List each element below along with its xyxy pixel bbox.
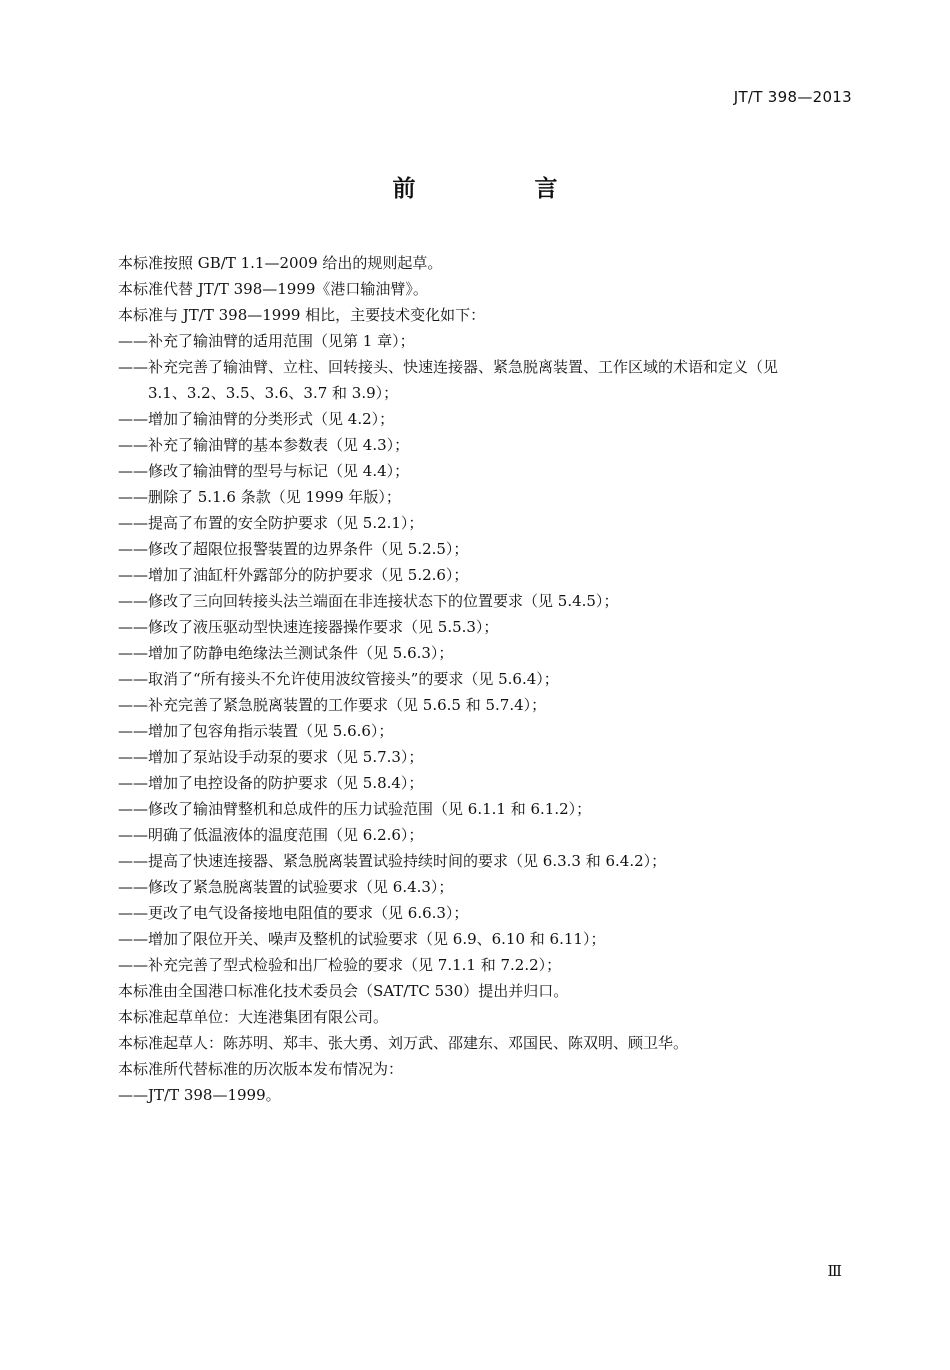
page-title: 前 言 xyxy=(392,176,606,202)
change-item: ——增加了包容角指示装置（见 5.6.6）； xyxy=(118,722,394,740)
change-item: ——修改了液压驱动型快速连接器操作要求（见 5.5.3）； xyxy=(118,618,499,636)
change-item: ——删除了 5.1.6 条款（见 1999 年版）； xyxy=(118,488,401,506)
page-number: Ⅲ xyxy=(827,1262,842,1280)
change-item: ——取消了“所有接头不允许使用波纹管接头”的要求（见 5.6.4）； xyxy=(118,670,559,688)
document-code: JT/T 398—2013 xyxy=(733,88,852,106)
change-item: ——修改了紧急脱离装置的试验要求（见 6.4.3）； xyxy=(118,878,454,896)
intro-line: 本标准按照 GB/T 1.1—2009 给出的规则起草。 xyxy=(118,254,443,272)
change-item: ——增加了电控设备的防护要求（见 5.8.4）； xyxy=(118,774,424,792)
change-item: ——补充完善了输油臂、立柱、回转接头、快速连接器、紧急脱离装置、工作区域的术语和定义（见 xyxy=(118,358,779,376)
change-item: ——提高了快速连接器、紧急脱离装置试验持续时间的要求（见 6.3.3 和 6.4.2）； xyxy=(118,852,667,870)
change-item: ——增加了防静电绝缘法兰测试条件（见 5.6.3）； xyxy=(118,644,454,662)
change-item: ——修改了输油臂整机和总成件的压力试验范围（见 6.1.1 和 6.1.2）； xyxy=(118,800,592,818)
change-item-continuation: 3.1、3.2、3.5、3.6、3.7 和 3.9）； xyxy=(148,384,399,402)
change-item: ——明确了低温液体的温度范围（见 6.2.6）； xyxy=(118,826,424,844)
change-item: ——补充了输油臂的适用范围（见第 1 章）； xyxy=(118,332,415,350)
change-item: ——修改了三向回转接头法兰端面在非连接状态下的位置要求（见 5.4.5）； xyxy=(118,592,619,610)
preface-body xyxy=(118,250,863,1108)
change-item: ——增加了限位开关、噪声及整机的试验要求（见 6.9、6.10 和 6.11）； xyxy=(118,930,606,948)
intro-line: 本标准代替 JT/T 398—1999《港口输油臂》。 xyxy=(118,280,428,298)
change-item: ——增加了油缸杆外露部分的防护要求（见 5.2.6）； xyxy=(118,566,469,584)
closing-line: 本标准所代替标准的历次版本发布情况为： xyxy=(118,1060,404,1078)
closing-line: 本标准起草人：陈苏明、郑丰、张大勇、刘万武、邵建东、邓国民、陈双明、顾卫华。 xyxy=(118,1034,689,1052)
closing-line: 本标准由全国港口标准化技术委员会（SAT/TC 530）提出并归口。 xyxy=(118,982,569,1000)
change-item: ——修改了输油臂的型号与标记（见 4.4）； xyxy=(118,462,410,480)
previous-edition-item: ——JT/T 398—1999。 xyxy=(118,1086,281,1104)
change-item: ——修改了超限位报警装置的边界条件（见 5.2.5）； xyxy=(118,540,469,558)
change-item: ——增加了输油臂的分类形式（见 4.2）； xyxy=(118,410,395,428)
change-item: ——更改了电气设备接地电阻值的要求（见 6.6.3）； xyxy=(118,904,469,922)
change-item: ——补充完善了型式检验和出厂检验的要求（见 7.1.1 和 7.2.2）； xyxy=(118,956,562,974)
change-item: ——补充完善了紧急脱离装置的工作要求（见 5.6.5 和 5.7.4）； xyxy=(118,696,547,714)
change-item: ——增加了泵站设手动泵的要求（见 5.7.3）； xyxy=(118,748,424,766)
closing-line: 本标准起草单位：大连港集团有限公司。 xyxy=(118,1008,389,1026)
change-item: ——提高了布置的安全防护要求（见 5.2.1）； xyxy=(118,514,424,532)
intro-line: 本标准与 JT/T 398—1999 相比，主要技术变化如下： xyxy=(118,306,486,324)
change-item: ——补充了输油臂的基本参数表（见 4.3）； xyxy=(118,436,410,454)
